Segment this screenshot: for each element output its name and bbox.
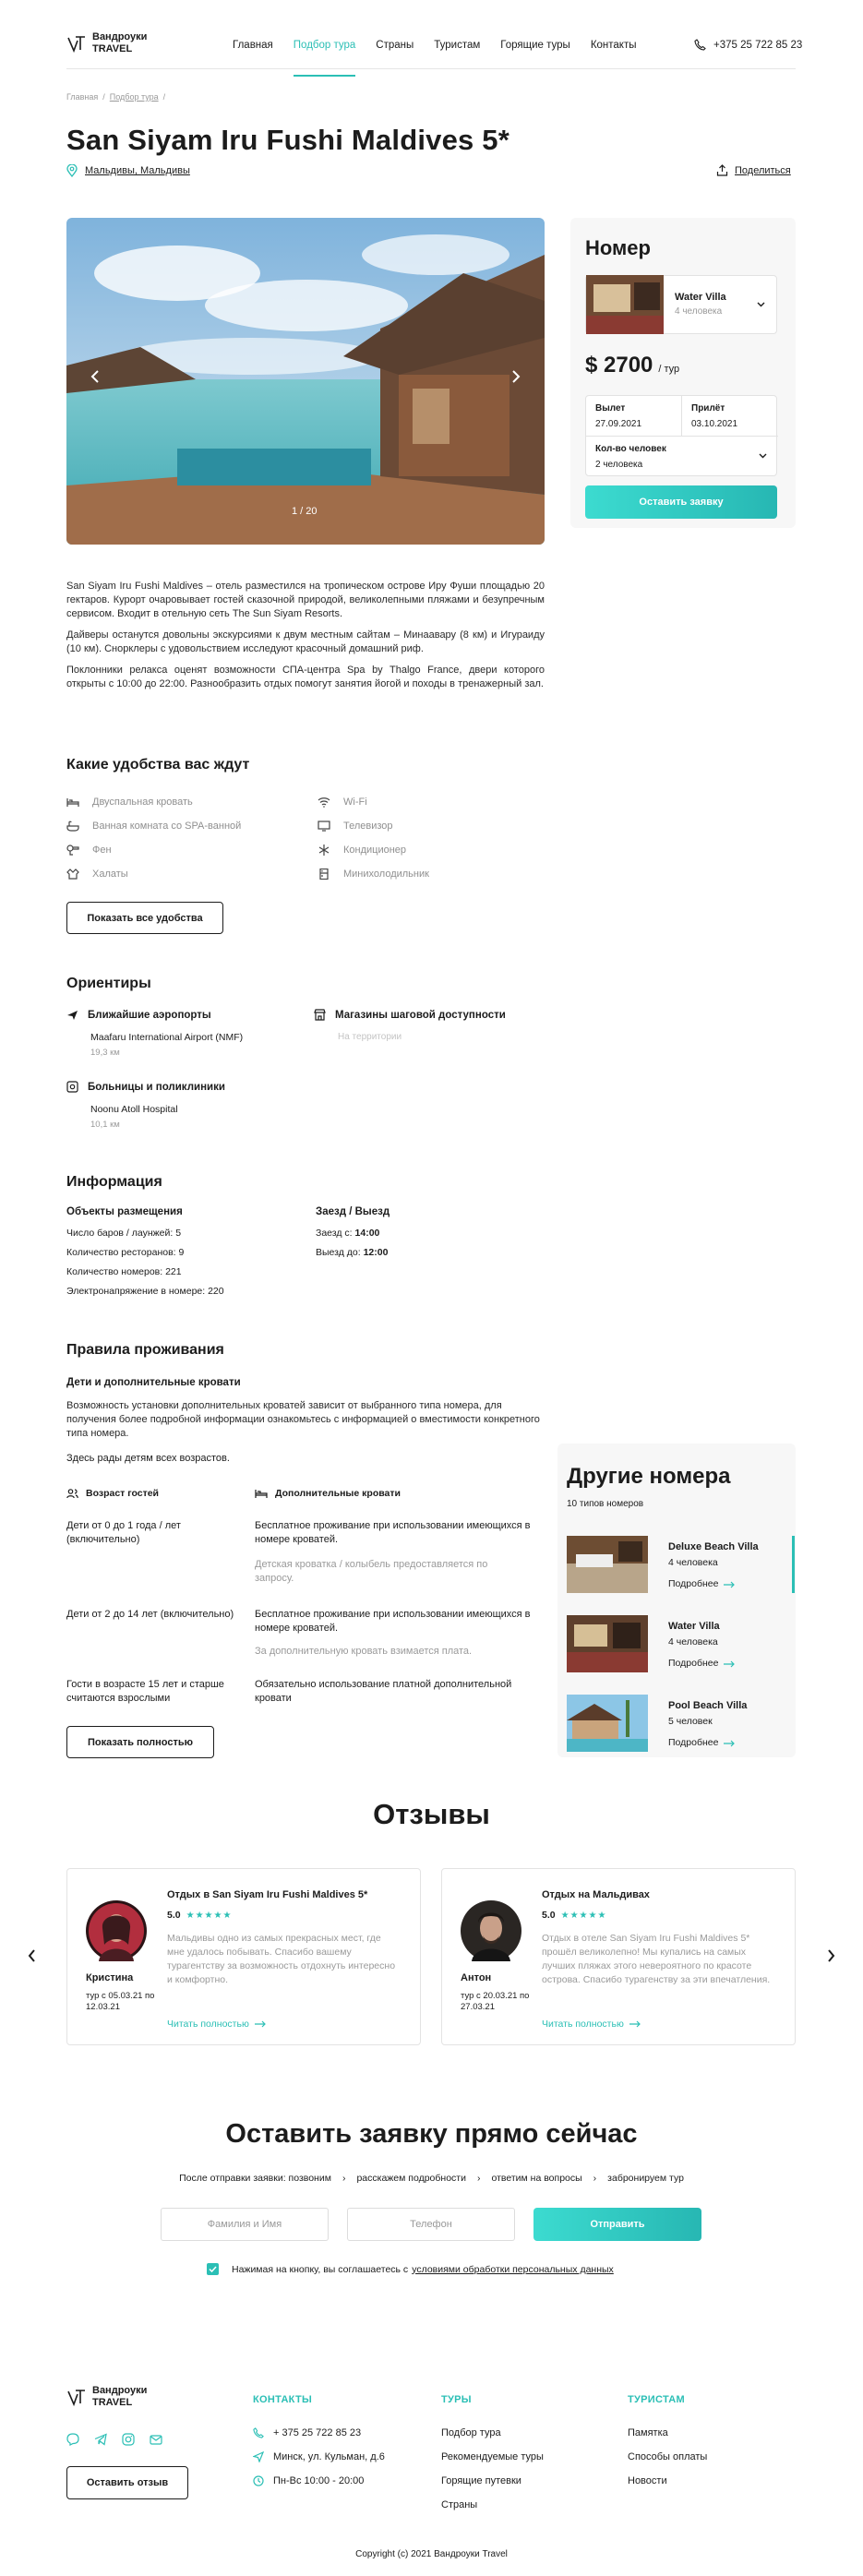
chevron-down-icon <box>759 453 767 459</box>
logo-line1: Вандроуки <box>92 31 148 42</box>
gallery-counter: 1 / 20 <box>292 506 318 517</box>
breadcrumb-separator: / <box>162 92 166 102</box>
location-pin-icon <box>66 164 78 177</box>
arrow-right-icon <box>724 1740 735 1747</box>
amenity-item <box>318 814 539 838</box>
info-item: Электронапряжение в номере: 220 <box>66 1286 224 1297</box>
other-room-name: Deluxe Beach Villa <box>668 1541 759 1552</box>
users-icon <box>66 1489 78 1499</box>
price-value: $ 2700 <box>585 353 653 377</box>
consent-row <box>207 2263 614 2275</box>
amenity-item <box>66 862 306 886</box>
rules-col1-title: Возраст гостей <box>86 1488 160 1499</box>
footer-hours <box>253 2475 385 2486</box>
other-room-capacity: 4 человека <box>668 1557 718 1568</box>
rules-age: Дети от 0 до 1 года / лет (включительно) <box>66 1520 181 1545</box>
phone-input[interactable]: Телефон <box>347 2208 515 2241</box>
request-title: Оставить заявку прямо сейчас <box>225 2119 638 2149</box>
footer-address[interactable] <box>253 2451 385 2462</box>
bed-icon <box>255 1488 268 1499</box>
other-room-capacity: 4 человека <box>668 1636 718 1647</box>
footer-phone-number: + 375 25 722 85 23 <box>273 2427 362 2438</box>
description-paragraph: San Siyam Iru Fushi Maldives – отель разместился на тропическом острове Иру Фуши площадью 20 гектаров. Курорт очаровывает гостей сказочной природой, великолепными пляжами и безупречным сервисом. Входит в отельную сеть The Sun Siyam Resorts. <box>66 581 545 619</box>
nav-hot-tours[interactable]: Горящие туры <box>500 40 570 51</box>
request-step: ответим на вопросы <box>491 2173 582 2184</box>
wifi-icon <box>318 797 330 808</box>
other-room-name: Pool Beach Villa <box>668 1700 748 1711</box>
name-input[interactable]: Фамилия и Имя <box>161 2208 329 2241</box>
rules-col-age-header <box>66 1488 159 1499</box>
amenities-right <box>318 790 539 886</box>
footer-phone[interactable] <box>253 2427 385 2438</box>
breadcrumb <box>66 92 170 102</box>
bathrobe-icon <box>66 869 79 880</box>
hotel-description <box>66 580 545 691</box>
other-room-more-link[interactable] <box>668 1735 747 1751</box>
checkin-label: Заезд с: <box>316 1228 353 1239</box>
other-room-more-link[interactable] <box>668 1576 759 1592</box>
reviews-title: Отзывы <box>373 1798 490 1830</box>
copyright: Copyright (c) 2021 Вандроуки Travel <box>355 2549 508 2559</box>
other-rooms-title: Другие номера <box>567 1464 731 1489</box>
description-paragraph: Поклонники релакса оценят возможности СПА-центра Spa by Thalgo France, двери которого открыты с 10:00 до 22:00. Разнообразить отдых помогут занятия йогой и походы в тренажерный зал. <box>66 665 545 689</box>
footer-tourists-title: ТУРИСТАМ <box>628 2394 686 2405</box>
booking-title: Номер <box>585 236 651 259</box>
review-read-more-link[interactable] <box>167 2019 266 2030</box>
footer-link[interactable]: Способы оплаты <box>628 2451 708 2462</box>
other-room-more-label: Подробнее <box>668 1658 719 1669</box>
chevron-right-icon: › <box>476 2173 481 2184</box>
breadcrumb-tour-search[interactable]: Подбор тура <box>109 92 159 102</box>
rules-note: Детская кроватка / колыбель предоставляется по запросу. <box>255 1559 488 1584</box>
logo[interactable] <box>66 31 147 55</box>
rules-title: Правила проживания <box>66 1342 224 1358</box>
reviewer-name: Антон <box>461 1972 492 1983</box>
rules-subtitle: Дети и дополнительные кровати <box>66 1377 241 1388</box>
mail-icon[interactable] <box>150 2433 162 2446</box>
footer-link[interactable]: Новости <box>628 2475 667 2486</box>
amenities-title: Какие удобства вас ждут <box>66 757 250 773</box>
bath-icon <box>66 821 79 832</box>
footer-tours-title: ТУРЫ <box>441 2394 472 2405</box>
review-rating-value: 5.0 <box>542 1910 556 1921</box>
hairdryer-icon <box>66 845 79 856</box>
share-label: Поделиться <box>735 164 791 176</box>
amenity-label: Wi-Fi <box>343 797 367 808</box>
request-steps <box>0 2173 863 2184</box>
checkin-time: 14:00 <box>354 1228 380 1239</box>
footer-tourists <box>628 2394 707 2486</box>
review-rating-value: 5.0 <box>167 1910 181 1921</box>
gallery-photo <box>66 218 545 545</box>
arrow-right-icon <box>724 1660 735 1668</box>
other-room-item[interactable] <box>567 1615 735 1672</box>
footer-tours <box>441 2394 544 2510</box>
hospital-name: Noonu Atoll Hospital <box>90 1104 178 1115</box>
other-rooms-scroll-indicator[interactable] <box>792 1536 795 1593</box>
review-title: Отдых на Мальдивах <box>542 1889 650 1900</box>
landmark-shops-title: Магазины шаговой доступности <box>335 1009 506 1021</box>
people-select[interactable] <box>586 437 778 477</box>
rules-note: За дополнительную кровать взимается плата. <box>255 1646 473 1657</box>
hospital-distance: 10,1 км <box>90 1120 120 1130</box>
other-room-more-label: Подробнее <box>668 1737 719 1748</box>
departure-date: 27.09.2021 <box>595 419 642 429</box>
amenity-label: Телевизор <box>343 821 393 832</box>
review-card <box>441 1868 796 2045</box>
consent-text: Нажимая на кнопку, вы соглашаетесь с <box>232 2263 409 2275</box>
info-item: Число баров / лаунжей: 5 <box>66 1228 182 1239</box>
review-text: Отдых в отеле San Siyam Iru Fushi Maldives 5* прошёл великолепно! Мы купались на самых лучших пляжах этого невероятного по красоте острова. Спасибо турагенству за эти впечатления. <box>542 1933 771 1985</box>
viber-icon[interactable] <box>66 2433 79 2446</box>
review-rating <box>542 1910 606 1921</box>
footer-link[interactable]: Страны <box>441 2499 478 2510</box>
arrow-right-icon <box>629 2020 641 2028</box>
amenity-label: Двуспальная кровать <box>92 797 193 808</box>
gallery-next-icon[interactable] <box>511 370 521 383</box>
amenity-item <box>66 814 306 838</box>
nav-countries[interactable]: Страны <box>376 40 414 51</box>
checkout-row <box>316 1247 537 1258</box>
reviews-next-icon[interactable] <box>827 1949 835 1962</box>
hotel-location[interactable] <box>66 164 190 177</box>
info-item: Количество ресторанов: 9 <box>66 1247 185 1258</box>
tv-icon <box>318 821 330 832</box>
arrival-label: Прилёт <box>691 403 725 413</box>
chevron-right-icon: › <box>593 2173 597 2184</box>
other-room-thumbnail <box>567 1536 648 1593</box>
amenity-label: Минихолодильник <box>343 869 429 880</box>
other-rooms-count: 10 типов номеров <box>567 1499 644 1509</box>
amenity-label: Кондиционер <box>343 845 407 856</box>
share-icon <box>716 164 728 176</box>
request-step: После отправки заявки: позвоним <box>179 2173 331 2184</box>
amenity-item <box>318 838 539 862</box>
star-rating-icon: ★★★★★ <box>186 1910 233 1921</box>
footer-hours-text: Пн-Вс 10:00 - 20:00 <box>273 2475 365 2486</box>
rules-main: Бесплатное проживание при использовании имеющихся в номере кроватей. <box>255 1520 531 1545</box>
landmark-hospitals-title: Больницы и поликлиники <box>88 1081 225 1093</box>
landmark-airports-title: Ближайшие аэропорты <box>88 1009 211 1021</box>
consent-checkbox[interactable] <box>207 2263 219 2275</box>
other-room-thumbnail <box>567 1695 648 1752</box>
airport-name: Maafaru International Airport (NMF) <box>90 1032 244 1043</box>
nav-home[interactable]: Главная <box>233 40 273 51</box>
header-phone[interactable] <box>694 39 802 51</box>
checkout-label: Выезд до: <box>316 1247 361 1258</box>
arrow-right-icon <box>255 2020 266 2028</box>
nav-tourists[interactable]: Туристам <box>434 40 481 51</box>
arrival-field[interactable] <box>682 396 778 437</box>
rules-age: Дети от 2 до 14 лет (включительно) <box>66 1609 234 1620</box>
rules-main: Обязательно использование платной дополнительной кровати <box>255 1679 512 1704</box>
breadcrumb-home[interactable]: Главная <box>66 92 99 102</box>
other-room-thumbnail <box>567 1615 648 1672</box>
people-value: 2 человека <box>595 460 643 470</box>
price-unit: / тур <box>658 364 680 375</box>
share-button[interactable] <box>716 164 791 176</box>
request-step: забронируем тур <box>607 2173 684 2184</box>
departure-label: Вылет <box>595 403 626 413</box>
nav-contacts[interactable]: Контакты <box>590 40 637 51</box>
info-objects-title: Объекты размещения <box>66 1206 183 1217</box>
info-checkin <box>316 1206 537 1258</box>
social-links <box>66 2433 162 2446</box>
rules-show-more-button[interactable]: Показать полностью <box>66 1726 214 1758</box>
arrow-right-icon <box>724 1581 735 1588</box>
review-text: Мальдивы одно из самых прекрасных мест, где мне удалось побывать. Спасибо вашему турагентству за возможность отдохнуть интересно и комфортно. <box>167 1933 396 1985</box>
departure-field[interactable] <box>586 396 682 437</box>
rules-age: Гости в возрасте 15 лет и старше считаются взрослыми <box>66 1679 224 1704</box>
review-read-more-label: Читать полностью <box>167 2019 249 2030</box>
nav-tour-search[interactable]: Подбор тура <box>293 40 356 51</box>
amenities-left <box>66 790 306 886</box>
plane-icon <box>66 1009 78 1021</box>
other-room-more-label: Подробнее <box>668 1578 719 1589</box>
hotel-gallery[interactable] <box>66 218 545 545</box>
room-thumbnail <box>586 275 664 334</box>
show-all-amenities-button[interactable]: Показать все удобства <box>66 902 223 934</box>
review-card <box>66 1868 421 2045</box>
footer-contacts-title: КОНТАКТЫ <box>253 2394 313 2405</box>
rules-text-children: Здесь рады детям всех возрастов. <box>66 1453 230 1464</box>
footer-logo-line2: TRAVEL <box>92 2397 133 2408</box>
rules-main: Бесплатное проживание при использовании имеющихся в номере кроватей. <box>255 1609 531 1634</box>
logo-icon <box>66 2387 87 2407</box>
other-room-item[interactable] <box>567 1536 759 1593</box>
footer-link[interactable]: Подбор тура <box>441 2427 501 2438</box>
request-step: расскажем подробности <box>356 2173 466 2184</box>
description-paragraph: Дайверы останутся довольны экскурсиями к двум местным сайтам – Минаавару (8 км) и Игураиду (10 км). Снорклеры с удовольствием исследуют красочный домашний риф. <box>66 629 545 654</box>
shop-icon <box>314 1009 326 1021</box>
reviewer-avatar <box>461 1900 521 1961</box>
header-divider <box>66 68 796 69</box>
telegram-icon[interactable] <box>94 2433 107 2446</box>
review-rating <box>167 1910 232 1921</box>
phone-icon <box>694 39 706 51</box>
footer-address-text: Минск, ул. Кульман, д.6 <box>273 2451 385 2462</box>
footer-logo-line1: Вандроуки <box>92 2385 148 2396</box>
landmark-hospitals <box>66 1081 306 1130</box>
info-checkin-title: Заезд / Выезд <box>316 1206 390 1217</box>
hospital-icon <box>66 1081 78 1093</box>
info-objects <box>66 1206 306 1297</box>
review-read-more-link[interactable] <box>542 2019 641 2030</box>
price <box>585 353 679 378</box>
rules-text: Возможность установки дополнительных кроватей зависит от выбранного типа номера, для получения более подробной информации ознакомьтесь с информацией о вместимости конкретного типа номера. <box>66 1400 540 1439</box>
amenity-label: Фен <box>92 845 112 856</box>
fridge-icon <box>318 869 330 880</box>
snowflake-icon <box>318 845 330 856</box>
other-rooms-panel <box>557 1444 796 1757</box>
phone-icon <box>253 2427 264 2438</box>
breadcrumb-separator: / <box>102 92 105 102</box>
checkout-time: 12:00 <box>363 1247 389 1258</box>
reviewer-name: Кристина <box>86 1972 134 1983</box>
review-read-more-label: Читать полностью <box>542 2019 624 2030</box>
room-capacity: 4 человека <box>675 306 723 317</box>
date-selector <box>585 395 777 476</box>
logo-icon <box>66 33 87 54</box>
chevron-down-icon <box>757 302 765 307</box>
header-phone-number: +375 25 722 85 23 <box>713 39 803 51</box>
amenity-label: Ванная комната со SPA-ванной <box>92 821 242 832</box>
landmarks-title: Ориентиры <box>66 976 151 991</box>
location-link: Мальдивы, Мальдивы <box>85 165 190 176</box>
star-rating-icon: ★★★★★ <box>560 1910 607 1921</box>
instagram-icon[interactable] <box>122 2433 135 2446</box>
airport-distance: 19,3 км <box>90 1048 120 1058</box>
footer-link[interactable]: Горящие путевки <box>441 2475 521 2486</box>
info-title: Информация <box>66 1174 162 1190</box>
navigation-icon <box>253 2451 264 2462</box>
booking-card <box>570 218 796 528</box>
gallery-prev-icon[interactable] <box>90 370 100 383</box>
landmark-shops <box>314 1009 545 1042</box>
consent-link[interactable]: условиями обработки персональных данных <box>412 2263 614 2275</box>
other-room-more-link[interactable] <box>668 1656 735 1671</box>
amenity-item <box>318 862 539 886</box>
booking-submit-button[interactable]: Оставить заявку <box>585 485 777 519</box>
amenity-item <box>66 790 306 814</box>
rules-col-beds-header <box>255 1488 401 1499</box>
clock-icon <box>253 2475 264 2486</box>
footer-logo[interactable] <box>66 2385 147 2409</box>
chevron-right-icon: › <box>342 2173 346 2184</box>
arrival-date: 03.10.2021 <box>691 419 738 429</box>
landmark-airports <box>66 1009 306 1058</box>
checkin-row <box>316 1228 537 1239</box>
info-item: Количество номеров: 221 <box>66 1266 182 1277</box>
reviews-prev-icon[interactable] <box>28 1949 36 1962</box>
review-dates: тур с 20.03.21 по 27.03.21 <box>461 1991 530 2012</box>
amenity-label: Халаты <box>92 869 128 880</box>
bed-icon <box>66 797 79 808</box>
room-name: Water Villa <box>675 292 726 303</box>
footer-contacts <box>253 2394 385 2486</box>
other-room-name: Water Villa <box>668 1621 720 1632</box>
amenity-item <box>318 790 539 814</box>
rules-col2-title: Дополнительные кровати <box>275 1488 401 1499</box>
leave-review-button[interactable]: Оставить отзыв <box>66 2466 188 2499</box>
shops-value: На территории <box>338 1032 402 1042</box>
other-room-capacity: 5 человек <box>668 1716 713 1727</box>
main-nav <box>233 40 657 51</box>
footer-link[interactable]: Рекомендуемые туры <box>441 2451 544 2462</box>
review-dates: тур с 05.03.21 по 12.03.21 <box>86 1991 155 2012</box>
page-title: San Siyam Iru Fushi Maldives 5* <box>66 124 509 156</box>
review-title: Отдых в San Siyam Iru Fushi Maldives 5* <box>167 1889 368 1900</box>
other-room-item[interactable] <box>567 1695 747 1752</box>
amenity-item <box>66 838 306 862</box>
logo-line2: TRAVEL <box>92 43 133 54</box>
people-label: Кол-во человек <box>595 444 666 454</box>
room-select[interactable] <box>585 275 777 334</box>
footer-link[interactable]: Памятка <box>628 2427 668 2438</box>
request-submit-button[interactable]: Отправить <box>533 2208 701 2241</box>
reviewer-avatar <box>86 1900 147 1961</box>
